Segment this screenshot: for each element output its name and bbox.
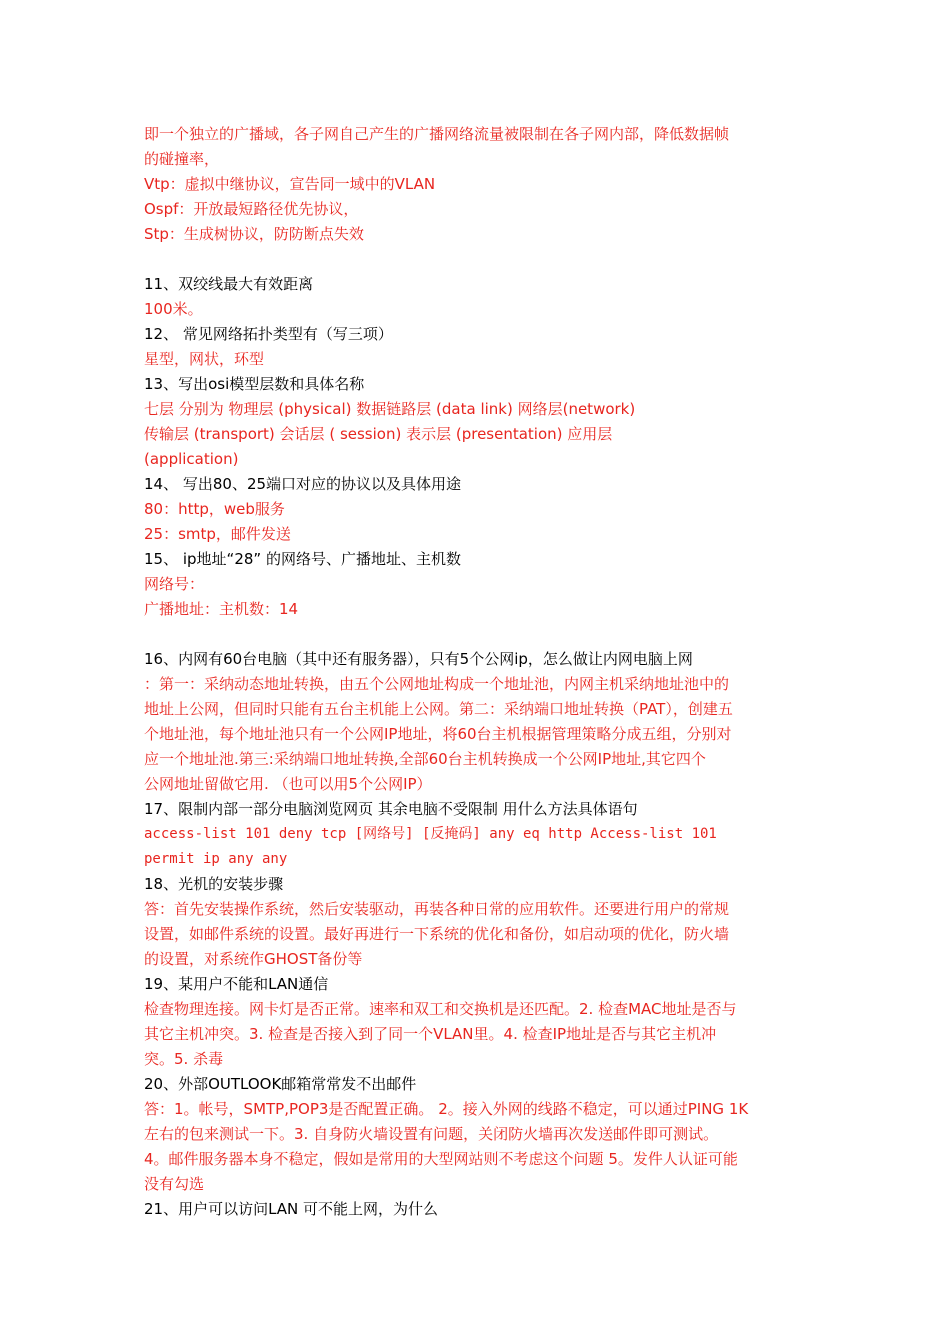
question-line: 13、写出osi模型层数和具体名称 <box>144 375 365 393</box>
answer-line: Stp：生成树协议，防防断点失效 <box>144 225 364 243</box>
answer-line: 的碰撞率， <box>144 150 220 168</box>
answer-line: 即一个独立的广播域，各子网自己产生的广播网络流量被限制在各子网内部，降低数据帧 <box>144 125 730 143</box>
answer-line: ：第一：采纳动态地址转换，由五个公网地址构成一个地址池，内网主机采纳地址池中的 <box>144 675 730 693</box>
answer-line: 80：http，web服务 <box>144 500 285 518</box>
question-line: 16、内网有60台电脑（其中还有服务器），只有5个公网ip，怎么做让内网电脑上网 <box>144 650 693 668</box>
answer-line: 没有勾选 <box>144 1175 205 1193</box>
answer-line: 25：smtp，邮件发送 <box>144 525 291 543</box>
answer-line: 广播地址：主机数：14 <box>144 600 299 618</box>
answer-line: 4。邮件服务器本身不稳定，假如是常用的大型网站则不考虑这个问题 5。发件人认证可能 <box>144 1150 738 1168</box>
blank-line <box>144 247 808 272</box>
question-line: 20、外部OUTLOOK邮箱常常发不出邮件 <box>144 1075 417 1093</box>
question-line: 21、用户可以访问LAN 可不能上网，为什么 <box>144 1200 439 1218</box>
answer-line: access-list 101 deny tcp [网络号] [反掩码] any eq http Access-list 101 <box>144 826 717 842</box>
blank-line <box>144 622 808 647</box>
answer-line: 网络号： <box>144 575 205 593</box>
document-page <box>144 122 808 1222</box>
question-line: 11、双绞线最大有效距离 <box>144 275 314 293</box>
answer-line: 的设置，对系统作GHOST备份等 <box>144 950 363 968</box>
answer-line: 100米。 <box>144 300 203 318</box>
question-line: 17、限制内部一部分电脑浏览网页 其余电脑不受限制 用什么方法具体语句 <box>144 800 638 818</box>
answer-line: 其它主机冲突。3. 检查是否接入到了同一个VLAN里。4. 检查IP地址是否与其它主机冲 <box>144 1025 717 1043</box>
answer-line: 检查物理连接。网卡灯是否正常。速率和双工和交换机是还匹配。2. 检查MAC地址是否与 <box>144 1000 737 1018</box>
answer-line: 星型，网状，环型 <box>144 350 265 368</box>
answer-line: 公网地址留做它用. （也可以用5个公网IP） <box>144 775 432 793</box>
question-line: 15、 ip地址“28” 的网络号、广播地址、主机数 <box>144 550 461 568</box>
answer-line: 个地址池，每个地址池只有一个公网IP地址，将60台主机根据管理策略分成五组，分别对 <box>144 725 732 743</box>
answer-line: 传输层 (transport) 会话层 ( session) 表示层 (presentation) 应用层 <box>144 425 613 443</box>
answer-line: (application) <box>144 450 239 468</box>
question-line: 12、 常见网络拓扑类型有（写三项） <box>144 325 393 343</box>
question-line: 18、光机的安装步骤 <box>144 875 284 893</box>
answer-line: 突。5. 杀毒 <box>144 1050 224 1068</box>
answer-line: 地址上公网，但同时只能有五台主机能上公网。第二：采纳端口地址转换（PAT），创建五 <box>144 700 733 718</box>
answer-line: permit ip any any <box>144 851 288 867</box>
question-line: 14、 写出80、25端口对应的协议以及具体用途 <box>144 475 462 493</box>
answer-line: 答：1。帐号，SMTP,POP3是否配置正确。 2。接入外网的线路不稳定，可以通过PING 1K <box>144 1100 749 1118</box>
answer-line: Ospf：开放最短路径优先协议， <box>144 200 359 218</box>
answer-line: Vtp：虚拟中继协议，宣告同一域中的VLAN <box>144 175 436 193</box>
answer-line: 左右的包来测试一下。3. 自身防火墙设置有问题，关闭防火墙再次发送邮件即可测试。 <box>144 1125 719 1143</box>
answer-line: 答：首先安装操作系统，然后安装驱动，再装各种日常的应用软件。还要进行用户的常规 <box>144 900 730 918</box>
question-line: 19、某用户不能和LAN通信 <box>144 975 329 993</box>
answer-line: 七层 分别为 物理层 (physical) 数据链路层 (data link) 网络层(network) <box>144 400 636 418</box>
answer-line: 应一个地址池.第三:采纳端口地址转换,全部60台主机转换成一个公网IP地址,其它四个 <box>144 750 706 768</box>
answer-line: 设置，如邮件系统的设置。最好再进行一下系统的优化和备份，如启动项的优化，防火墙 <box>144 925 730 943</box>
